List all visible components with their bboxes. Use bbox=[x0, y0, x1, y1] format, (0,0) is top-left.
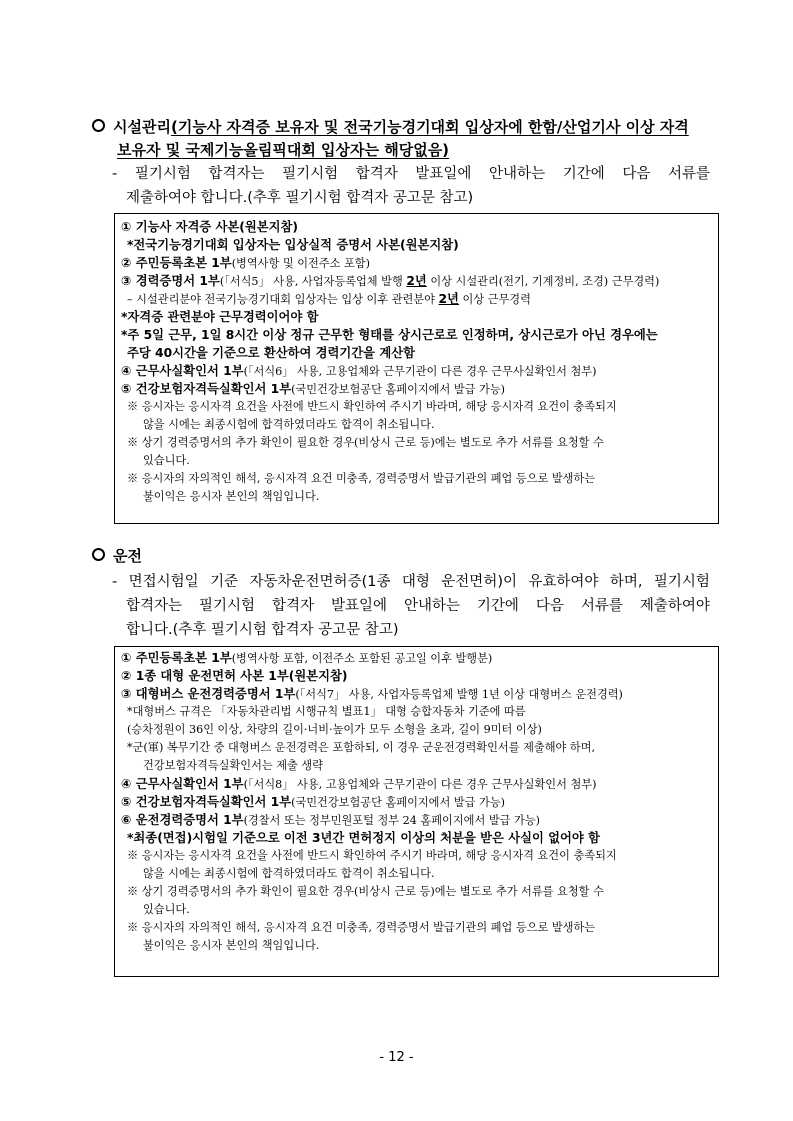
doc-note: *최종(면접)시험일 기준으로 이전 3년간 면허정지 이상의 처분을 받은 사실이 없어야 함 bbox=[127, 831, 600, 845]
caution-note: ※ 상기 경력증명서의 추가 확인이 필요한 경우(비상시 근로 등)에는 별도로 추가 서류를 요청할 수 bbox=[127, 436, 604, 449]
instruction-line: 합니다.(추후 필기시험 합격자 공고문 참고) bbox=[126, 622, 399, 638]
caution-note: ※ 응시자는 응시자격 요건을 사전에 반드시 확인하여 주시기 바라며, 해당 응시자격 요건이 충족되지 bbox=[127, 400, 617, 413]
doc-item: ⑤ 건강보험자격득실확인서 1부(국민건강보험공단 홈페이지에서 발급 가능) bbox=[121, 382, 506, 396]
heading-qualification-note: (기능사 자격증 보유자 및 전국기능경기대회 입상자에 한함/산업기사 이상 자격 bbox=[170, 118, 689, 136]
instruction-line: - 면접시험일 기준 자동차운전면허증(1종 대형 운전면허)이 유효하여야 하며, 필기시험 bbox=[112, 574, 710, 590]
doc-item: ② 주민등록초본 1부(병역사항 및 이전주소 포함) bbox=[121, 256, 370, 270]
doc-item: ③ 대형버스 운전경력증명서 1부(「서식7」 사용, 사업자등록업체 발행 1년 이상 대형버스 운전경력) bbox=[121, 687, 623, 701]
caution-note: 불이익은 응시자 본인의 책임입니다. bbox=[143, 490, 320, 503]
instruction-line: 제출하여야 합니다.(추후 필기시험 합격자 공고문 참고) bbox=[126, 190, 474, 206]
doc-item: ④ 근무사실확인서 1부(「서식6」 사용, 고용업체와 근무기관이 다른 경우 근무사실확인서 첨부) bbox=[121, 364, 597, 378]
doc-item: ⑤ 건강보험자격득실확인서 1부(국민건강보험공단 홈페이지에서 발급 가능) bbox=[121, 795, 506, 809]
doc-item: ① 기능사 자격증 사본(원본지참) bbox=[121, 220, 299, 234]
section-heading-facility bbox=[92, 116, 689, 139]
doc-note: *전국기능경기대회 입상자는 입상실적 증명서 사본(원본지참) bbox=[127, 238, 459, 252]
caution-note: ※ 응시자의 자의적인 해석, 응시자격 요건 미충족, 경력증명서 발급기관의 폐업 등으로 발생하는 bbox=[127, 472, 596, 485]
caution-note: ※ 상기 경력증명서의 추가 확인이 필요한 경우(비상시 근로 등)에는 별도로 추가 서류를 요청할 수 bbox=[127, 885, 604, 898]
doc-note: *군(軍) 복무기간 중 대형버스 운전경력은 포함하되, 이 경우 군운전경력확인서를 제출해야 하며, bbox=[127, 741, 596, 754]
caution-note: ※ 응시자의 자의적인 해석, 응시자격 요건 미충족, 경력증명서 발급기관의 폐업 등으로 발생하는 bbox=[127, 921, 596, 934]
bullet-circle-icon bbox=[92, 119, 105, 132]
section-heading-driving bbox=[92, 545, 142, 568]
required-documents-box bbox=[114, 646, 719, 977]
caution-note: 있습니다. bbox=[143, 903, 190, 916]
doc-item: ③ 경력증명서 1부(「서식5」 사용, 사업자등록업체 발행 2년 이상 시설관리(전기, 기계정비, 조경) 근무경력) bbox=[121, 274, 660, 288]
doc-note: 건강보험자격득실확인서는 제출 생략 bbox=[143, 759, 324, 772]
required-documents-box bbox=[114, 213, 719, 524]
heading-label: 시설관리 bbox=[113, 118, 171, 136]
instruction-line: 합격자는 필기시험 합격자 발표일에 안내하는 기간에 다음 서류를 제출하여야 bbox=[126, 598, 710, 614]
doc-note: (승차정원이 36인 이상, 차량의 길이·너비·높이가 모두 소형을 초과, 길이 9미터 이상) bbox=[127, 723, 542, 736]
doc-note: *대형버스 규격은 「자동차관리법 시행규칙 별표1」 대형 승합자동차 기준에 따름 bbox=[127, 705, 526, 718]
instruction-line: - 필기시험 합격자는 필기시험 합격자 발표일에 안내하는 기간에 다음 서류를 bbox=[112, 166, 710, 182]
doc-note: *자격증 관련분야 근무경력이어야 함 bbox=[121, 310, 319, 324]
doc-item: ⑥ 운전경력증명서 1부(경찰서 또는 정부민원포털 정부 24 홈페이지에서 발급 가능) bbox=[121, 813, 540, 827]
doc-note: *주 5일 근무, 1일 8시간 이상 정규 근무한 형태를 상시근로로 인정하며, 상시근로가 아닌 경우에는 bbox=[121, 328, 658, 342]
caution-note: ※ 응시자는 응시자격 요건을 사전에 반드시 확인하여 주시기 바라며, 해당 응시자격 요건이 충족되지 bbox=[127, 849, 617, 862]
bullet-circle-icon bbox=[92, 548, 105, 561]
doc-note: 주당 40시간을 기준으로 환산하여 경력기간을 계산함 bbox=[127, 346, 415, 360]
doc-item: ④ 근무사실확인서 1부(「서식8」 사용, 고용업체와 근무기관이 다른 경우 근무사실확인서 첨부) bbox=[121, 777, 597, 791]
doc-subnote: – 시설관리분야 전국기능경기대회 입상자는 입상 이후 관련분야 2년 이상 근무경력 bbox=[127, 292, 531, 306]
heading-continuation: 보유자 및 국제기능올림픽대회 입상자는 해당없음) bbox=[117, 141, 450, 159]
doc-item: ② 1종 대형 운전면허 사본 1부(원본지참) bbox=[121, 669, 348, 683]
caution-note: 있습니다. bbox=[143, 454, 190, 467]
heading-label: 운전 bbox=[113, 547, 142, 565]
caution-note: 불이익은 응시자 본인의 책임입니다. bbox=[143, 939, 320, 952]
caution-note: 않을 시에는 최종시험에 합격하였더라도 합격이 취소됩니다. bbox=[143, 418, 435, 431]
caution-note: 않을 시에는 최종시험에 합격하였더라도 합격이 취소됩니다. bbox=[143, 867, 435, 880]
doc-item: ① 주민등록초본 1부(병역사항 포함, 이전주소 포함된 공고일 이후 발행분) bbox=[121, 651, 493, 665]
page-number: - 12 - bbox=[379, 1050, 414, 1065]
